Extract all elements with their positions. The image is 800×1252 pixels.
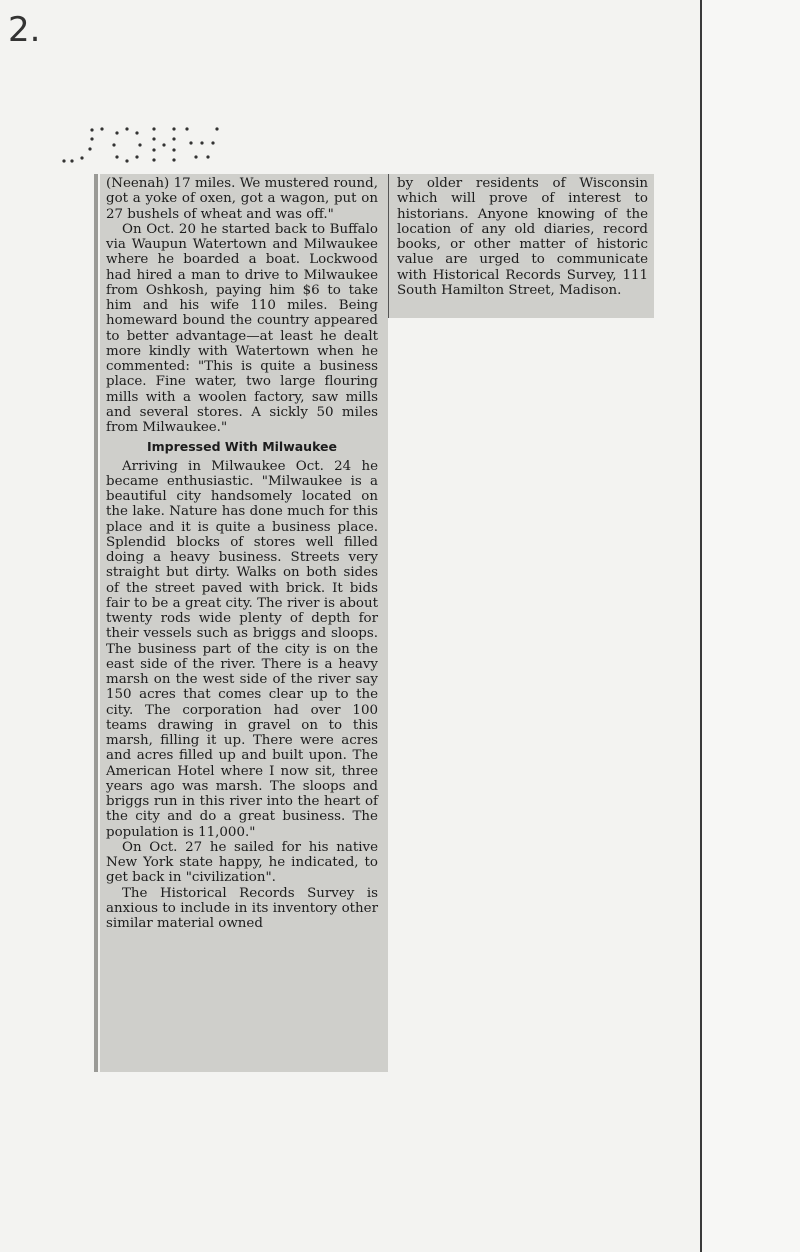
paragraph: On Oct. 27 he sailed for his native New York state happy, he indicated, to get back in "civilization".: [106, 839, 378, 886]
paragraph: Arriving in Milwaukee Oct. 24 he became enthusiastic. "Milwaukee is a beautiful city handsomely located on the lake. Nature has done much for this place and it is quite a business place. Splendid blocks of stores well filled doing a heavy business. Streets very straight but dirty. Walks on both sides of the street paved with brick. It bids fair to be a great city. The river is about twenty rods wide plenty of depth for their vessels such as briggs and sloops. The business part of the city is on the east side of the river. There is a heavy marsh on the west side of the river say 150 acres that comes clear up to the city. The corporation had over 100 teams drawing in gravel on to this marsh, filling it up. There were acres and acres filled up and built upon. The American Hotel where I now sit, three years ago was marsh. The sloops and briggs run in this river into the heart of the city and do a great business. The population is 11,000.": [106, 458, 378, 840]
article-right-column: [388, 174, 654, 318]
article-left-column: [100, 174, 388, 1072]
clipping-shadow: [94, 174, 98, 1072]
subheading: Impressed With Milwaukee: [146, 439, 338, 455]
page-number: 2.: [8, 10, 41, 50]
adjacent-page-edge: [700, 0, 800, 1252]
paragraph: (Neenah) 17 miles. We mustered round, got a yoke of oxen, got a wagon, put on 27 bushels of wheat and was off.": [106, 176, 378, 222]
paragraph: by older residents of Wisconsin which will prove of interest to historians. Anyone knowing of the location of any old diaries, record books, or other matter of historic value are urged to communicate with Historical Records Survey, 111 South Hamilton Street, Madison.: [397, 176, 648, 298]
perforated-stamp: [62, 125, 222, 170]
paragraph: On Oct. 20 he started back to Buffalo via Waupun Watertown and Milwaukee where he boarded a boat. Lockwood had hired a man to drive to Milwaukee from Oshkosh, paying him $6 to take him and his wife 110 miles. Being homeward bound the country appeared to better advantage—at least he dealt more kindly with Watertown when he commented: "This is quite a business place. Fine water, two large flouring mills with a woolen factory, saw mills and several stores. A sickly 50 miles from Milwaukee.": [106, 221, 378, 435]
paragraph: The Historical Records Survey is anxious to include in its inventory other similar material owned: [106, 885, 378, 931]
